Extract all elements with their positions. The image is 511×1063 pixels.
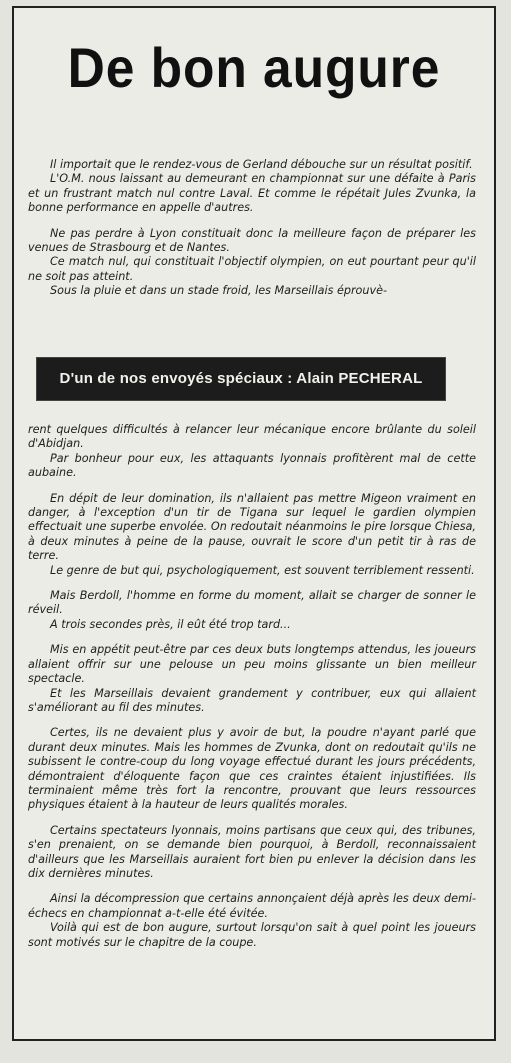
paragraph: En dépit de leur domination, ils n'allaient pas mettre Migeon vraiment en danger, à l'exception d'un tir de Tigana sur lequel le gardien olympien effectuait une superbe envolée. On redoutait néanmoins le pire lorsque Chiesa, à deux minutes à peine de la pause, ouvrait le score d'un petit tir à ras de terre.: [28, 491, 476, 563]
paragraph: A trois secondes près, il eût été trop tard...: [50, 617, 291, 631]
paragraph: rent quelques difficultés à relancer leur mécanique encore brûlante du soleil d'Abidjan.: [28, 423, 476, 451]
paragraph: L'O.M. nous laissant au demeurant en championnat sur une défaite à Paris et un frustrant match nul contre Laval. Et comme le répétait Jules Zvunka, la bonne performance en appelle d'autres.: [28, 172, 476, 215]
paragraph: Mais Berdoll, l'homme en forme du moment, allait se charger de sonner le réveil.: [28, 589, 476, 617]
paragraph: Ne pas perdre à Lyon constituait donc la meilleure façon de préparer les venues de Strasbourg et de Nantes.: [28, 226, 476, 255]
paragraph: Certains spectateurs lyonnais, moins partisans que ceux qui, des tribunes, s'en prenaient, on se demande bien pourquoi, à Berdoll, reconnaissaient d'ailleurs que les Marseillais auraient fort bien pu enlever la décision dans les dix dernières minutes.: [28, 823, 476, 880]
byline-banner: D'un de nos envoyés spéciaux : Alain PECHERAL: [37, 358, 445, 400]
paragraph: Par bonheur pour eux, les attaquants lyonnais profitèrent mal de cette aubaine.: [28, 451, 476, 480]
paragraph: Et les Marseillais devaient grandement y contribuer, eux qui allaient s'améliorant au fil des minutes.: [28, 686, 476, 714]
paragraph: Certes, ils ne devaient plus y avoir de but, la poudre n'ayant parlé que durant deux minutes. Mais les hommes de Zvunka, dont on redoutait qu'ils ne subissent le contre-coup du long voyage effectué durant les jours précédents, démontraient d'éloquente façon que ces craintes étaient injustifiées. Ils terminaient même très fort la rencontre, prouvant que leurs ressources physiques étaient à la hauteur de leurs qualités morales.: [28, 726, 476, 812]
paragraph: Il importait que le rendez-vous de Gerland débouche sur un résultat positif.: [50, 158, 473, 171]
paragraph: Sous la pluie et dans un stade froid, les Marseillais éprouvè-: [50, 284, 388, 298]
article-headline: De bon augure: [67, 36, 441, 99]
article-body-part-1: [28, 158, 476, 299]
paragraph: Ce match nul, qui constituait l'objectif olympien, on eut pourtant peur qu'il ne soit pas atteint.: [28, 255, 476, 283]
paragraph: Mis en appétit peut-être par ces deux buts longtemps attendus, les joueurs allaient offrir sur une pelouse un peu moins glissante un bien meilleur spectacle.: [28, 643, 476, 686]
paragraph: Ainsi la décompression que certains annonçaient déjà après les deux demi-échecs en championnat a-t-elle été évitée.: [28, 892, 476, 920]
article-body-part-2: [28, 423, 476, 950]
paragraph: Voilà qui est de bon augure, surtout lorsqu'on sait à quel point les joueurs sont motivés sur le chapitre de la coupe.: [28, 921, 476, 949]
paragraph: Le genre de but qui, psychologiquement, est souvent terriblement ressenti.: [50, 563, 475, 577]
